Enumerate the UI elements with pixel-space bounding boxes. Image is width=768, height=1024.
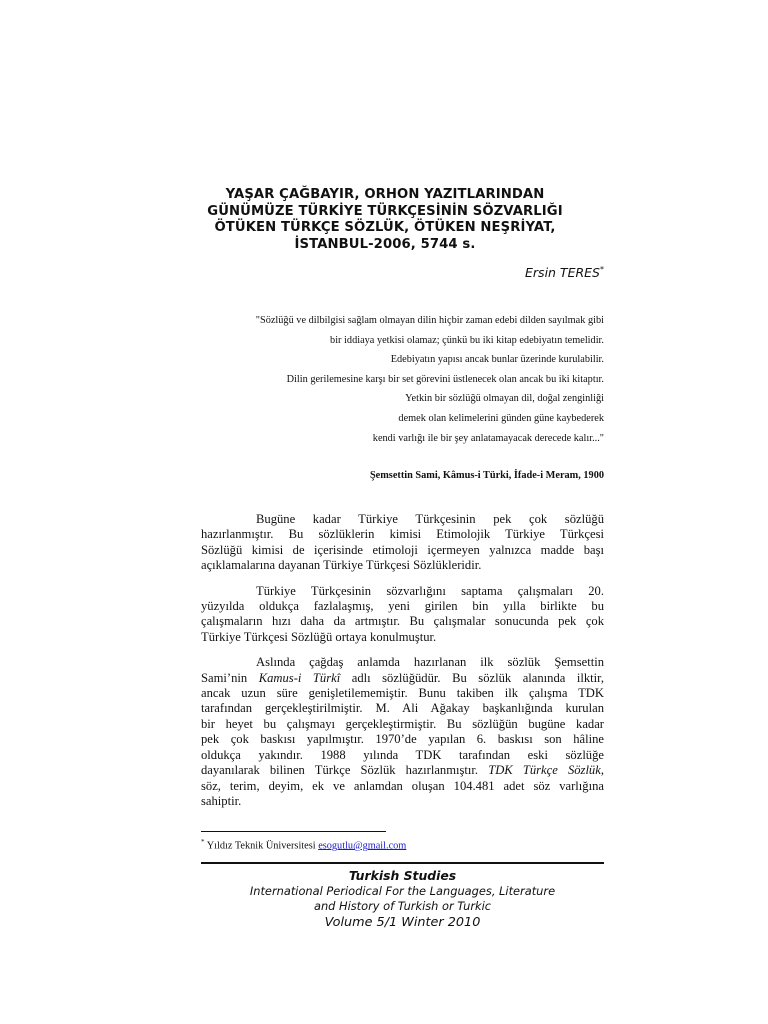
paragraph-1 [201,512,604,574]
footnote-mark: * [201,838,205,846]
title-line: GÜNÜMÜZE TÜRKİYE TÜRKÇESİNİN SÖZVARLIĞI [207,203,563,219]
text-line: oldukça yakındır. 1988 yılında TDK tarafından eski sözlüğe [201,747,604,762]
dictionary-title: Kamus-i Türkî [258,670,341,685]
text-line: sahiptir. [201,793,242,808]
text-line: çalışmaların hızı daha da artmıştır. Bu çalışmalar sonucunda pek çok [201,614,604,629]
text-line: yüzyılda oldukça fazlalaşmış, yeni girilen bin yılla birlikte bu [201,599,604,614]
text-run: Sami’nin [201,670,259,685]
text-run: dayanılarak bilinen Türkçe Sözlük hazırlanmıştır. [201,763,489,778]
text-line: Sözlüğü kimisi de içerisinde etimoloji içermeyen yalnızca madde başı [201,542,604,557]
title-line: ÖTÜKEN TÜRKÇE SÖZLÜK, ÖTÜKEN NEŞRİYAT, [214,220,556,235]
text-run: , [600,763,604,778]
journal-subtitle: and History of Turkish or Turkic [313,899,492,913]
text-line [201,763,604,778]
epigraph-quote [184,311,604,448]
text-line: Bugüne kadar Türkiye Türkçesinin pek çok sözlüğü [256,512,604,526]
journal-footer [201,868,604,931]
epigraph-line: Yetkin bir sözlüğü olmayan dil, doğal zenginliği [405,393,604,405]
epigraph-source: Şemsettin Sami, Kâmus-i Türki, İfade-i Meram, 1900 [369,470,604,481]
epigraph-line: Dilin gerilemesine karşı bir set görevini üstlenecek olan ancak bu iki kitaptır. [286,373,604,385]
text-line: Türkiye Türkçesi Sözlüğü ortaya konulmuştur. [201,629,437,644]
epigraph-line: Edebiyatın yapısı ancak bunlar üzerinde kurulabilir. [390,354,604,366]
email-link[interactable]: esogutlu@gmail.com [318,840,407,852]
text-line: pek çok baskısı yapılmıştır. 1970’de yapılan 6. baskısı son hâline [201,732,604,747]
author-text: Ersin TERES [525,265,600,281]
epigraph-line: bir iddiaya yetkisi olamaz; çünkü bu iki kitap edebiyatın temelidir. [330,334,604,346]
text-line [201,671,604,686]
text-line: Aslında çağdaş anlamda hazırlanan ilk sözlük Şemsettin [256,655,604,670]
body-text [201,512,604,819]
title-line: YAŞAR ÇAĞBAYIR, ORHON YAZITLARINDAN [225,187,545,202]
author-footnote-mark: * [600,265,604,274]
author-name [525,265,604,280]
title-line: İSTANBUL-2006, 5744 s. [294,236,476,252]
footnote-divider [201,831,386,832]
dictionary-title: TDK Türkçe Sözlük [488,763,601,778]
journal-volume: Volume 5/1 Winter 2010 [324,915,481,930]
epigraph-line: kendi varlığı ile bir şey anlatamayacak derecede kalır..." [372,432,604,444]
text-line: Türkiye Türkçesinin sözvarlığını saptama çalışmaları 20. [256,583,604,598]
journal-name: Turkish Studies [348,868,457,883]
footnote-text: Yıldız Teknik Üniversitesi [204,840,319,852]
footer-divider [201,862,604,864]
footnote [201,838,406,851]
text-line: tarafından gerçekleştirilmiştir. M. Ali Ağakay başkanlığında kurulan [201,701,604,716]
text-line: söz, terim, deyim, ek ve anlamdan oluşan 104.481 adet söz varlığına [201,778,604,793]
text-line: hazırlanmıştır. Bu sözlüklerin kimisi Etimolojik Türkiye Türkçesi [201,527,604,542]
journal-subtitle: International Periodical For the Languages, Literature [249,884,556,898]
epigraph-line: "Sözlüğü ve dilbilgisi sağlam olmayan dilin hiçbir zaman edebi dilden sayılmak gibi [255,315,604,326]
paragraph-3 [201,655,604,809]
text-line: açıklamalarına dayanan Türkiye Türkçesi Sözlükleridir. [201,558,482,573]
text-line: ancak uzun süre genişletilememiştir. Bunu takiben ilk çalışma TDK [201,686,604,701]
text-line: bir heyet bu çalışmayı gerçekleştirmiştir. Bu sözlüğün bugüne kadar [201,716,604,731]
paragraph-2 [201,584,604,646]
text-run: adlı sözlüğüdür. Bu sözlük alanında ilktir, [340,670,604,685]
epigraph-line: demek olan kelimelerini günden güne kaybederek [398,412,604,424]
review-title [170,187,600,253]
